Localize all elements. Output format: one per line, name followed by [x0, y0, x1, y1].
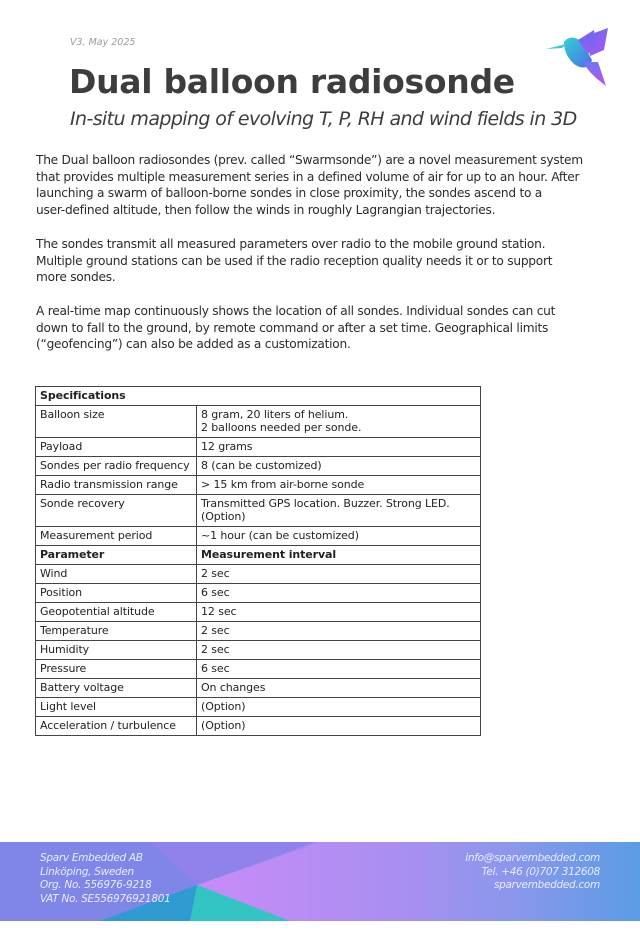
phone-number: Tel. +46 (0)707 312608 [481, 865, 600, 878]
table-row [36, 527, 481, 546]
table-row [36, 584, 481, 603]
interval-cell: On changes [197, 679, 481, 698]
contact-info [465, 852, 600, 893]
map-paragraph [36, 303, 596, 353]
table-row [36, 495, 481, 527]
org-number: Org. No. 556976-9218 [40, 879, 152, 892]
parameter-column-header: Parameter [36, 546, 197, 565]
parameter-cell: Light level [36, 698, 197, 717]
paragraph-line: launching a swarm of balloon-borne sondes in close proximity, the sondes ascend to a [36, 186, 543, 201]
interval-cell: 12 sec [197, 603, 481, 622]
vat-number: VAT No. SE556976921801 [40, 892, 171, 905]
parameter-cell: Position [36, 584, 197, 603]
table-row [36, 565, 481, 584]
parameter-cell: Wind [36, 565, 197, 584]
paragraph-line: Multiple ground stations can be used if the radio reception quality needs it or to support [36, 253, 553, 268]
intro-paragraph [36, 152, 596, 218]
interval-column-header: Measurement interval [197, 546, 481, 565]
page-subtitle: In-situ mapping of evolving T, P, RH and wind fields in 3D [70, 108, 577, 130]
paragraph-line: A real-time map continuously shows the location of all sondes. Individual sondes can cut [36, 304, 556, 318]
interval-cell: (Option) [197, 698, 481, 717]
spec-value: 8 (can be customized) [197, 457, 481, 476]
paragraph-line: (“geofencing”) can also be added as a customization. [36, 337, 351, 352]
parameter-cell: Battery voltage [36, 679, 197, 698]
spec-label: Sonde recovery [36, 495, 197, 527]
paragraph-line: that provides multiple measurement series in a defined volume of air for up to an hour. After [36, 169, 580, 184]
paragraph-line: The sondes transmit all measured parameters over radio to the mobile ground station. [36, 237, 546, 251]
spec-value: > 15 km from air-borne sonde [197, 476, 481, 495]
table-row [36, 406, 481, 438]
table-row [36, 679, 481, 698]
interval-cell: 2 sec [197, 641, 481, 660]
table-row [36, 476, 481, 495]
version-label: V3, May 2025 [70, 37, 136, 48]
spec-label: Balloon size [36, 406, 197, 438]
parameter-cell: Acceleration / turbulence [36, 717, 197, 736]
spec-value [197, 495, 481, 527]
spec-value-line: Transmitted GPS location. Buzzer. Strong LED. [201, 497, 450, 510]
spec-label: Sondes per radio frequency [36, 457, 197, 476]
email-link[interactable]: info@sparvembedded.com [465, 852, 600, 864]
table-header-row [36, 387, 481, 406]
spec-label: Measurement period [36, 527, 197, 546]
paragraph-line: user-defined altitude, then follow the winds in roughly Lagrangian trajectories. [36, 202, 496, 217]
transmission-paragraph [36, 236, 596, 286]
paragraph-line: more sondes. [36, 270, 116, 285]
website-link[interactable]: sparvembedded.com [493, 879, 600, 892]
specifications-heading: Specifications [36, 387, 481, 406]
spec-value-line: (Option) [201, 510, 246, 523]
table-row [36, 717, 481, 736]
paragraph-line: down to fall to the ground, by remote command or after a set time. Geographical limits [36, 320, 549, 335]
interval-cell: 6 sec [197, 660, 481, 679]
company-info [40, 852, 170, 906]
measurement-header-row [36, 546, 481, 565]
spec-value-line: 2 balloons needed per sonde. [201, 421, 362, 434]
paragraph-line: The Dual balloon radiosondes (prev. called “Swarmsonde”) are a novel measurement system [36, 153, 583, 167]
company-name: Sparv Embedded AB [40, 852, 143, 864]
spec-label: Radio transmission range [36, 476, 197, 495]
table-row [36, 622, 481, 641]
spec-value-line: 8 gram, 20 liters of helium. [201, 408, 349, 421]
spec-value [197, 406, 481, 438]
parameter-cell: Geopotential altitude [36, 603, 197, 622]
spec-label: Payload [36, 438, 197, 457]
table-row [36, 698, 481, 717]
page-title: Dual balloon radiosonde [69, 62, 515, 101]
parameter-cell: Pressure [36, 660, 197, 679]
company-location: Linköping, Sweden [40, 865, 134, 878]
interval-cell: 2 sec [197, 565, 481, 584]
specifications-table [35, 386, 481, 736]
interval-cell: 6 sec [197, 584, 481, 603]
table-row [36, 660, 481, 679]
parameter-cell: Humidity [36, 641, 197, 660]
parameter-cell: Temperature [36, 622, 197, 641]
interval-cell: (Option) [197, 717, 481, 736]
table-row [36, 457, 481, 476]
interval-cell: 2 sec [197, 622, 481, 641]
spec-value: 12 grams [197, 438, 481, 457]
spec-value: ~1 hour (can be customized) [197, 527, 481, 546]
table-row [36, 603, 481, 622]
table-row [36, 438, 481, 457]
hummingbird-icon [544, 26, 614, 90]
table-row [36, 641, 481, 660]
